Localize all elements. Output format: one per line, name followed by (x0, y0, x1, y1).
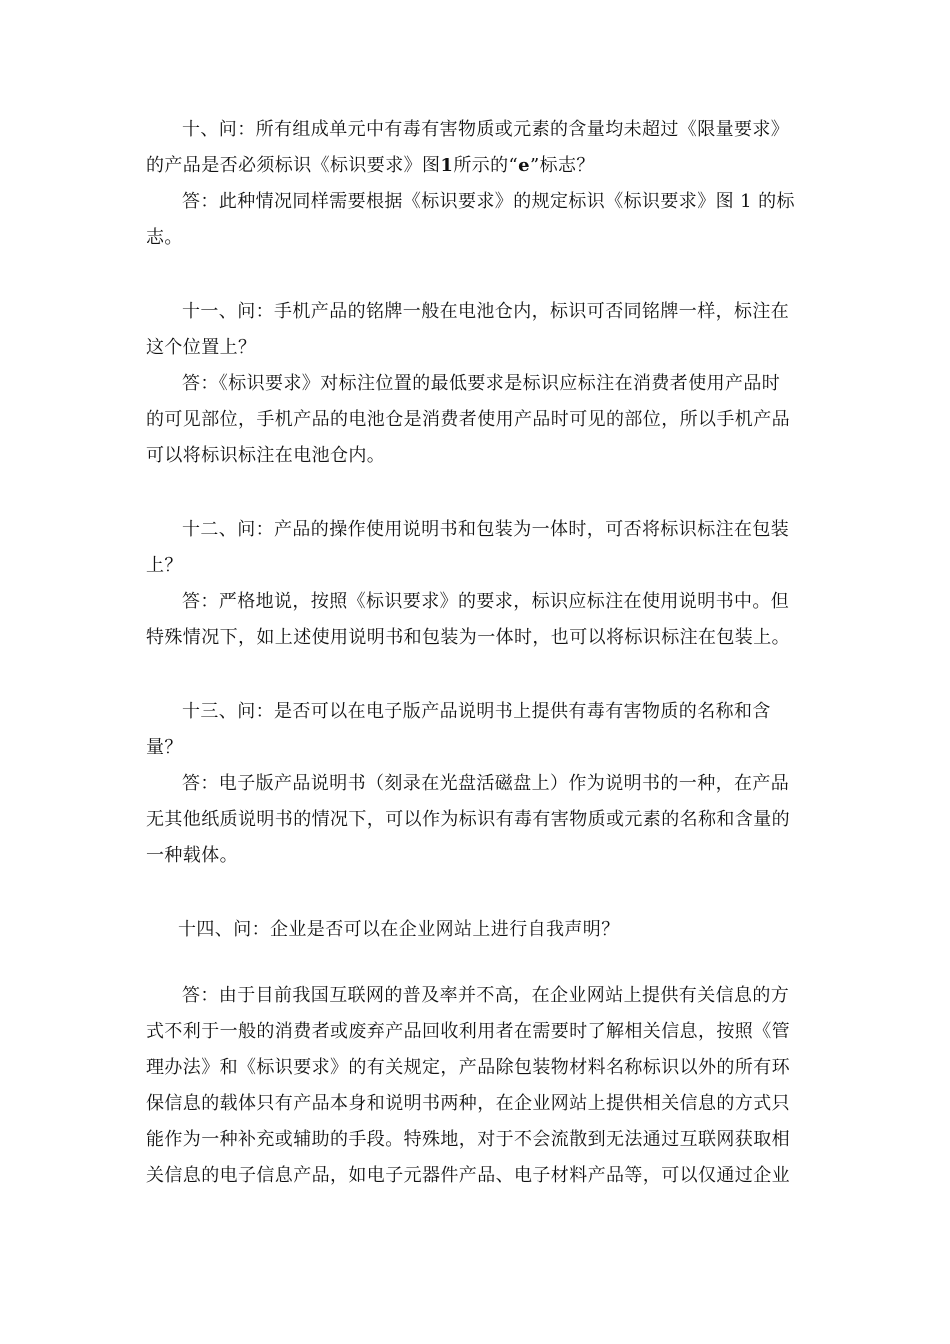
question-14-line-1: 十四、问：企业是否可以在企业网站上进行自我声明？ (178, 919, 620, 940)
question-11-line-2: 这个位置上？ (146, 337, 257, 358)
question-10-line-2 (146, 148, 814, 184)
question-10-text-a: 的产品是否必须标识《标识要求》图 (146, 155, 441, 176)
question-13-line-1: 十三、问：是否可以在电子版产品说明书上提供有毒有害物质的名称和含 (182, 701, 771, 722)
qa-block-11 (146, 294, 814, 474)
question-10-line-1: 十、问：所有组成单元中有毒有害物质或元素的含量均未超过《限量要求》 (182, 119, 790, 140)
question-13-line-2: 量？ (146, 737, 183, 758)
question-12-line-1: 十二、问：产品的操作使用说明书和包装为一体时，可否将标识标注在包装 (182, 519, 790, 540)
answer-12-line-2: 特殊情况下，如上述使用说明书和包装为一体时，也可以将标识标注在包装上。 (146, 627, 790, 648)
answer-13-line-3: 一种载体。 (146, 845, 238, 866)
e-mark-label: e (518, 155, 531, 176)
question-10-text-b: 所示的“ (453, 155, 519, 176)
answer-11-line-3: 可以将标识标注在电池仓内。 (146, 445, 386, 466)
spacer (146, 948, 814, 978)
answer-14-line-1: 答：由于目前我国互联网的普及率并不高，在企业网站上提供有关信息的方 (182, 985, 790, 1006)
answer-14-line-6: 关信息的电子信息产品，如电子元器件产品、电子材料产品等，可以仅通过企业 (146, 1165, 790, 1186)
question-11-line-1: 十一、问：手机产品的铭牌一般在电池仓内，标识可否同铭牌一样，标注在 (182, 301, 790, 322)
question-12-line-2: 上？ (146, 555, 183, 576)
answer-14-line-2: 式不利于一般的消费者或废弃产品回收利用者在需要时了解相关信息，按照《管 (146, 1021, 790, 1042)
answer-14-line-4: 保信息的载体只有产品本身和说明书两种，在企业网站上提供相关信息的方式只 (146, 1093, 790, 1114)
answer-13-line-1: 答：电子版产品说明书（刻录在光盘活磁盘上）作为说明书的一种，在产品 (182, 773, 790, 794)
answer-11-line-1: 答：《标识要求》对标注位置的最低要求是标识应标注在消费者使用产品时 (182, 373, 781, 394)
question-10-text-c: ”标志？ (530, 155, 595, 176)
answer-14-line-3: 理办法》和《标识要求》的有关规定，产品除包装物材料名称标识以外的所有环 (146, 1057, 790, 1078)
answer-11-line-2: 的可见部位，手机产品的电池仓是消费者使用产品时可见的部位，所以手机产品 (146, 409, 790, 430)
answer-10-line-1: 答：此种情况同样需要根据《标识要求》的规定标识《标识要求》图 1 的标 (182, 191, 795, 212)
spacer (146, 874, 814, 912)
spacer (146, 656, 814, 694)
qa-block-12 (146, 512, 814, 656)
spacer (146, 474, 814, 512)
qa-block-13 (146, 694, 814, 874)
answer-12-line-1: 答：严格地说，按照《标识要求》的要求，标识应标注在使用说明书中。但 (182, 591, 790, 612)
answer-13-line-2: 无其他纸质说明书的情况下，可以作为标识有毒有害物质或元素的名称和含量的 (146, 809, 790, 830)
qa-block-10 (146, 112, 814, 256)
document-page (146, 112, 814, 1194)
spacer (146, 256, 814, 294)
figure-number: 1 (440, 155, 454, 176)
answer-14-line-5: 能作为一种补充或辅助的手段。特殊地，对于不会流散到无法通过互联网获取相 (146, 1129, 790, 1150)
answer-10-line-2: 志。 (146, 227, 183, 248)
qa-block-14 (146, 912, 814, 1194)
